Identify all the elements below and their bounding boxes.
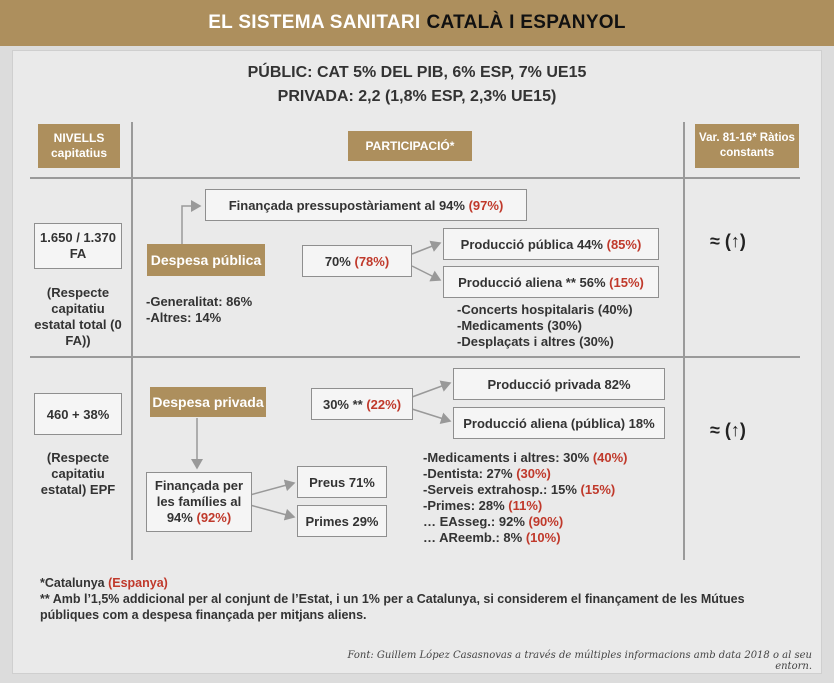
public-prod-publica-box [443,228,659,260]
private-prod-privada-box: Producció privada 82% [453,368,665,400]
headline-private: PRIVADA: 2,2 (1,8% ESP, 2,3% UE15) [277,88,557,105]
private-item: … AReemb.: 8% (10%) [423,530,561,545]
public-prod-publica-text: Producció pública 44% [460,236,603,252]
public-prod-publica-esp: (85%) [606,236,642,252]
header-variacio: Var. 81-16* Ràtios constants [695,124,799,168]
header-nivells: NIVELLS capitatius [38,124,120,168]
private-financada-esp: (92%) [196,510,232,525]
arrow-to-prod-privada [412,383,450,397]
private-split-text: 30% ** [322,396,363,412]
headline-public: PÚBLIC: CAT 5% DEL PIB, 6% ESP, 7% UE15 [247,64,587,81]
arrow-to-prod-aliena-publica [412,409,450,421]
private-variation: ≈ (↑) [710,420,746,440]
title-part2: CATALÀ I ESPANYOL [426,12,626,33]
source-note: Font: Guillem López Casasnovas a través de múltiples informacions amb data 2018 o al seu entorn. [347,650,812,672]
private-primes-box: Primes 29% [297,505,387,537]
public-prod-aliena-text: Producció aliena ** 56% [458,274,606,290]
private-capitatiu-note: (Respecte capitatiu estatal) EPF [40,450,116,497]
private-preus-box: Preus 71% [297,466,387,498]
public-capitatiu-note: (Respecte capitatiu estatal total (0 FA)) [34,285,122,348]
despesa-publica-label: Despesa pública [147,244,265,276]
despesa-privada-label: Despesa privada [150,387,266,417]
header-participacio: PARTICIPACIÓ* [348,131,472,161]
arrow-to-preus [250,483,294,495]
public-prod-aliena-box [443,266,659,298]
arrow-to-prod-aliena [412,266,440,280]
public-split-text: 70% [324,253,351,269]
private-prod-aliena-box: Producció aliena (pública) 18% [453,407,665,439]
public-prod-aliena-esp: (15%) [609,274,644,290]
public-split-esp: (78%) [354,253,390,269]
private-split-box [311,388,413,420]
public-financada-text: Finançada pressupostàriament al 94% [228,197,465,213]
private-item: -Primes: 28% (11%) [423,498,543,513]
public-capitatiu-box: 1.650 / 1.370 FA [34,223,122,269]
aliena-item: -Medicaments (30%) [457,318,582,333]
public-source-item: -Altres: 14% [146,310,222,325]
public-financada-box [205,189,527,221]
aliena-item: -Desplaçats i altres (30%) [457,334,614,349]
public-financada-esp: (97%) [468,197,504,213]
public-aliena-items [457,302,633,350]
private-financada-text: Finançada per les famílies al 94% [154,478,244,525]
public-sources-list [146,294,252,326]
aliena-item: -Concerts hospitalaris (40%) [457,302,633,317]
public-variation: ≈ (↑) [710,231,746,251]
public-split-box [302,245,412,277]
private-split-esp: (22%) [366,396,402,412]
private-items-list [423,450,628,546]
private-item: … EAsseg.: 92% (90%) [423,514,564,529]
footnote-star: *Catalunya (Espanya) [40,576,168,590]
arrow-to-financada [182,206,200,244]
arrow-to-prod-publica [412,243,440,254]
footnote-double-star: ** Amb l’1,5% addicional per al conjunt de l’Estat, i un 1% per a Catalunya, si considerem el finançament de les Mútues públiques com a despesa finançada per mitjans aliens. [40,592,745,622]
arrow-to-primes [250,505,294,517]
private-capitatiu-box: 460 + 38% [34,393,122,435]
private-item: -Dentista: 27% (30%) [423,466,551,481]
private-item: -Serveis extrahosp.: 15% (15%) [423,482,616,497]
title-part1: EL SISTEMA SANITARI [208,12,421,33]
private-item: -Medicaments i altres: 30% (40%) [423,450,628,465]
public-source-item: -Generalitat: 86% [146,294,253,309]
private-financada-box [146,472,252,532]
